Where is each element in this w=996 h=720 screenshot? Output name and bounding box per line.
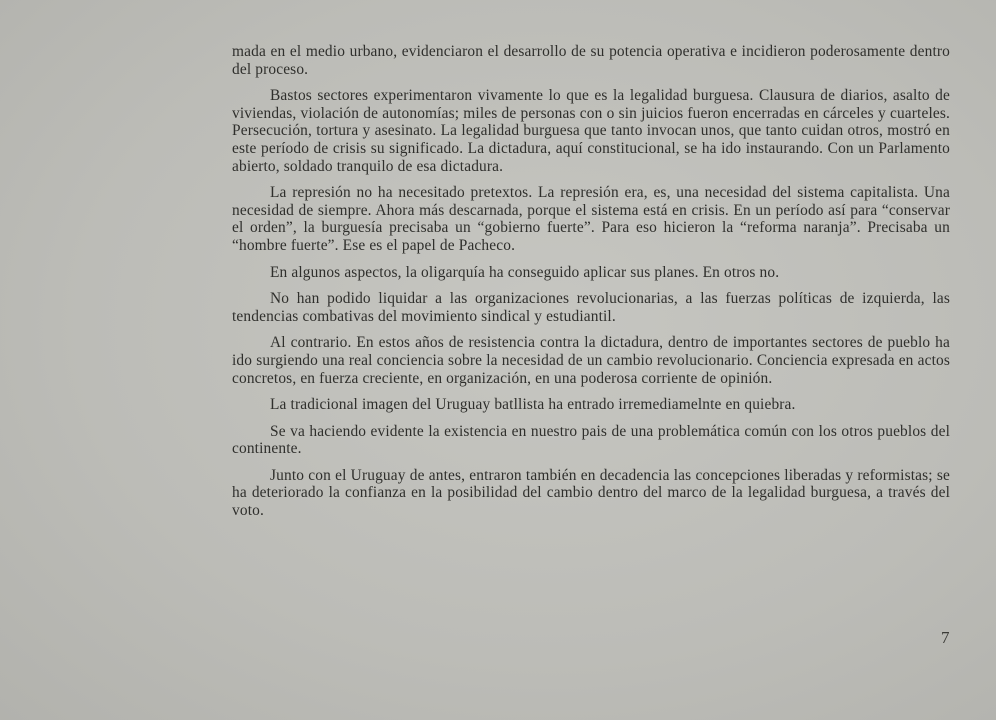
page-number: 7: [941, 628, 950, 647]
paragraph-8: Se va haciendo evidente la existencia en nuestro pais de una problemática común con los otros pueblos del continente.: [232, 422, 950, 458]
paragraph-4: En algunos aspectos, la oligarquía ha conseguido aplicar sus planes. En otros no.: [270, 263, 780, 281]
paragraph-7: La tradicional imagen del Uruguay batllista ha entrado irremediamelnte en quiebra.: [270, 396, 796, 414]
paragraph-2: Bastos sectores experimentaron vivamente lo que es la legalidad burguesa. Clausura de diarios, asalto de viviendas, violación de autonomías; miles de personas con o sin juicios fueron encerradas en cárceles y cuarteles. Persecución, tortura y asesinato. La legalidad burguesa que tanto invocan unos, que tanto cuidan otros, mostró en este período de crisis su significado. La dictadura, aquí constitucional, se ha ido instaurando. Con un Parlamento abierto, soldado tranquilo de esa dictadura.: [232, 87, 950, 175]
paragraph-6: Al contrario. En estos años de resistencia contra la dictadura, dentro de importantes sectores de pueblo ha ido surgiendo una real conciencia sobre la necesidad de un cambio revolucionario. Conciencia expresada en actos concretos, en fuerza creciente, en organización, en una poderosa corriente de opinión.: [232, 334, 950, 387]
paragraph-9: Junto con el Uruguay de antes, entraron también en decadencia las concepciones liberadas y reformistas; se ha deteriorado la confianza en la posibilidad del cambio dentro del marco de la legalidad burguesa, a través del voto.: [232, 466, 950, 520]
paragraph-1: mada en el medio urbano, evidenciaron el desarrollo de su potencia operativa e incidieron poderosamente dentro del proceso.: [232, 43, 950, 78]
paragraph-5: No han podido liquidar a las organizaciones revolucionarias, a las fuerzas políticas de izquierda, las tendencias combativas del movimiento sindical y estudiantil.: [232, 290, 950, 325]
body-text: [232, 43, 950, 529]
paragraph-3: La represión no ha necesitado pretextos. La represión era, es, una necesidad del sistema capitalista. Una necesidad de siempre. Ahora más descarnada, porque el sistema está en crisis. En un período así para “conservar el orden”, la burguesía precisaba un “gobierno fuerte”. Para eso hicieron la “reforma naranja”. Precisaba un “hombre fuerte”. Ese es el papel de Pacheco.: [232, 184, 950, 254]
